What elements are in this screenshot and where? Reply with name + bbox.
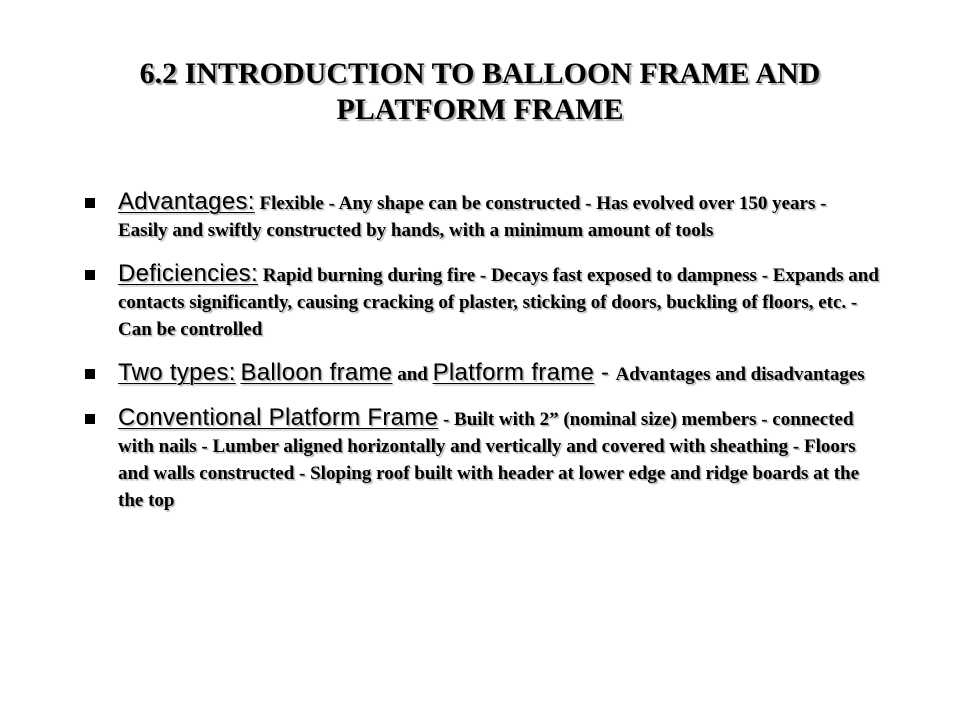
bullet-keyword: Conventional Platform Frame: [118, 404, 439, 431]
balloon-frame-label: Balloon frame: [240, 359, 393, 386]
slide-title-line-1: 6.2 INTRODUCTION TO BALLOON FRAME AND: [139, 57, 821, 90]
bullet-advantages: [80, 188, 880, 244]
bullet-text: Rapid burning during fire - Decays fast exposed to dampness - Expands and contacts significantly, causing cracking of plaster, sticking of doors, buckling of floors, etc. - Can be controlled: [118, 265, 879, 340]
slide-title-line-2: PLATFORM FRAME: [336, 93, 624, 126]
square-bullet-icon: [85, 414, 95, 424]
bullet-two-types: [80, 359, 880, 388]
platform-frame-label: Platform frame: [432, 359, 595, 386]
bullet-deficiencies: [80, 260, 880, 343]
square-bullet-icon: [85, 369, 95, 379]
bullet-conventional-platform-frame: [80, 404, 880, 514]
bullet-list: [80, 188, 880, 530]
bullet-keyword: Advantages:: [118, 188, 255, 215]
slide-title: [60, 56, 900, 128]
square-bullet-icon: [85, 198, 95, 208]
square-bullet-icon: [85, 270, 95, 280]
dash-separator: -: [594, 359, 616, 386]
bullet-text: - Built with 2” (nominal size) members - connected with nails - Lumber aligned horizontally and vertically and covered with sheathing - Floors and walls constructed - Sloping roof built with header at lower edge and ridge boards at the the top: [118, 409, 860, 511]
bullet-text: Flexible - Any shape can be constructed - Has evolved over 150 years - Easily and swiftly constructed by hands, with a minimum amount of tools: [118, 193, 827, 241]
connector-text: and: [392, 364, 433, 385]
bullet-text: Advantages and disadvantages: [615, 364, 865, 385]
bullet-keyword: Deficiencies:: [118, 260, 258, 287]
bullet-keyword: Two types:: [118, 359, 236, 386]
